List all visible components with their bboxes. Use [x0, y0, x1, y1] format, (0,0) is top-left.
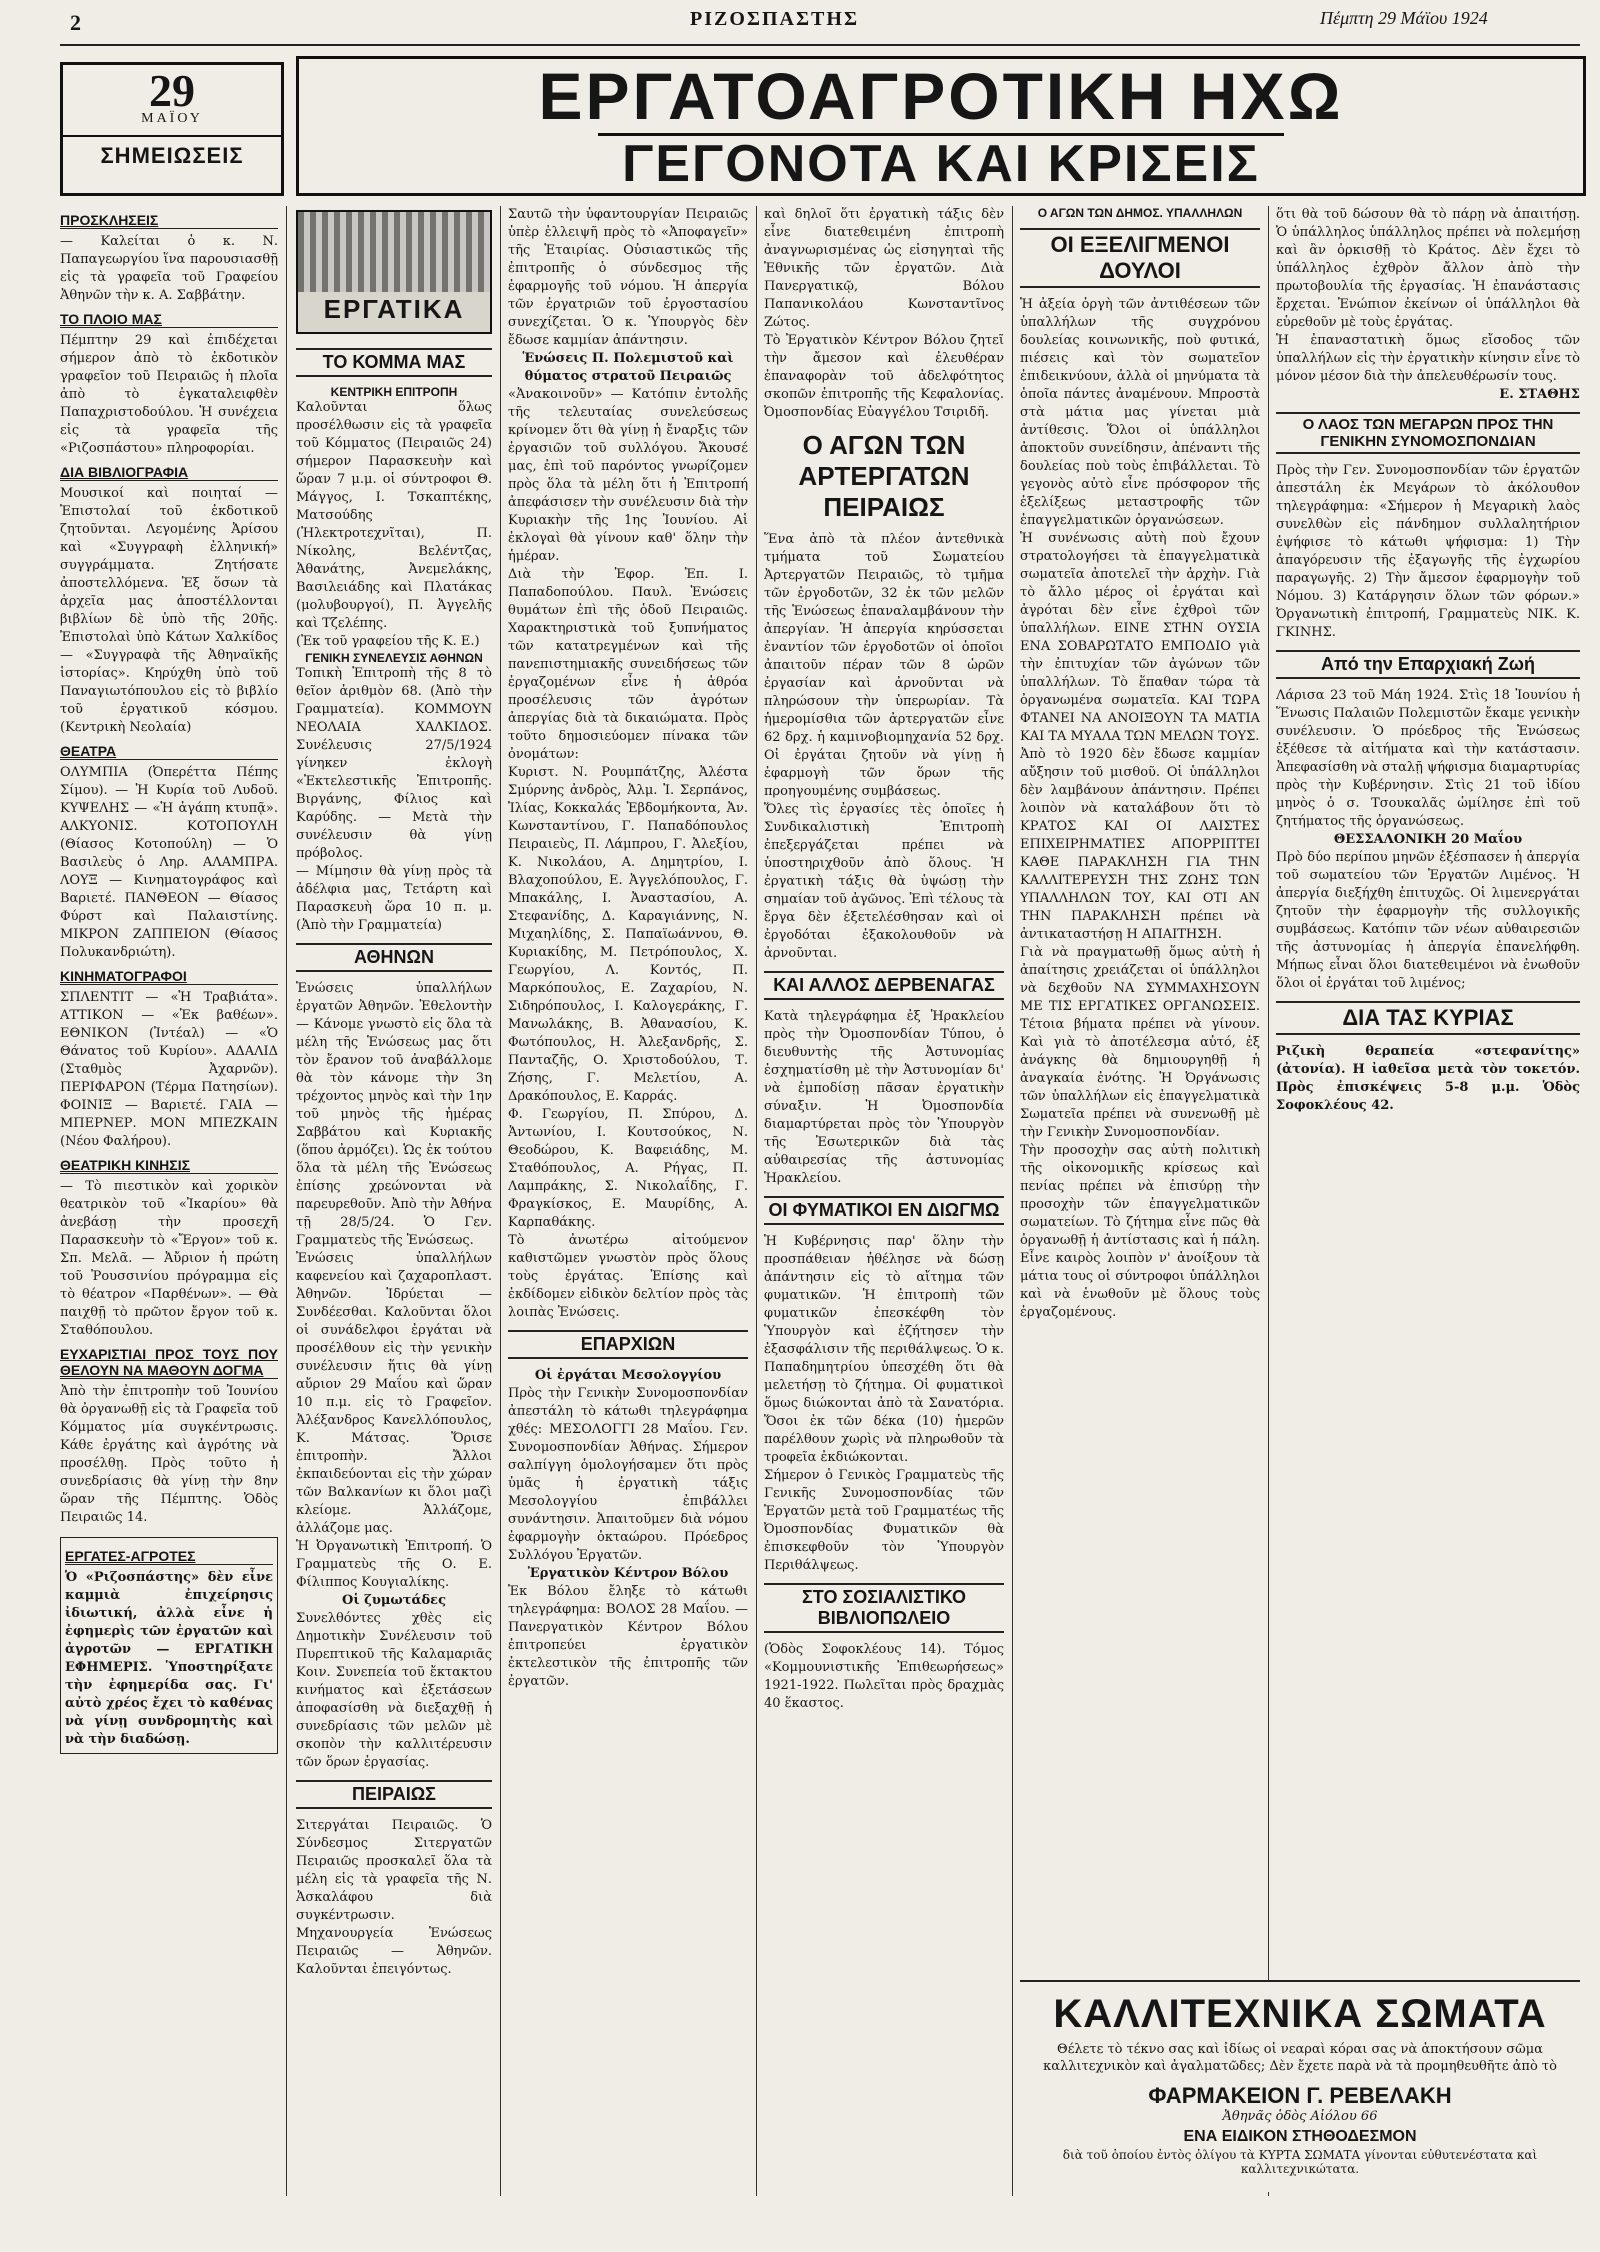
- signature: Ε. ΣΤΑΘΗΣ: [1499, 387, 1580, 402]
- article-text: Ἡ ἐπαναστατικὴ ὅμως εἴσοδος τῶν ὑπαλλήλων εἰς τὴν ἐργατικὴν κίνησιν εἶνε τὸ μόνον μέσον διὰ τὴν ἀπελευθέρωσίν τους.: [1276, 333, 1580, 384]
- heading-bibliography: ΔΙΑ ΒΙΒΛΙΟΓΡΑΦΙΑ: [60, 464, 278, 481]
- article-text: Σιτεργάται Πειραιῶς. Ὁ Σύνδεσμος Σιτεργατῶν Πειραιῶς προσκαλεῖ ὅλα τὰ μέλη εἰς τὰ γραφεῖα τῆς Ν. Ἀσκαλάφου διὰ συγκέντρωσιν. Μηχανουργεία Ἑνώσεως Πειραιῶς — Ἀθηνῶν. Καλοῦνται ἐπειγόντως.: [296, 1818, 492, 1977]
- heading-theatre-news: ΘΕΑΤΡΙΚΗ ΚΙΝΗΣΙΣ: [60, 1157, 278, 1174]
- heading-party: ΤΟ ΚΟΜΜΑ ΜΑΣ: [296, 348, 492, 377]
- article-text: Ἡ Κυβέρνησις παρ' ὅλην τὴν προσπάθειαν ἠθέλησε νὰ δώσῃ ἀπάντησιν εἰς τὸ αἴτημα τῶν φυματικῶν. Ἡ ἐπιτροπὴ τῶν φυματικῶν ἐπεσκέφθη τὸν Ὑπουργὸν καὶ ἐζήτησεν τὴν ἐξασφάλισιν τῆς περιθάλψεως. Ὁ κ. Παπαδημητρίου ὑπεσχέθη ὅτι θὰ μελετήσῃ τὸ ζήτημα. Οἱ φυματικοὶ ὅμως διώκονται ἀπὸ τὰ Σανατόρια. Ὅσοι ἐκ τῶν δέκα (10) ἡμερῶν παρέλθουν χωρὶς νὰ πληρωθοῦν τὰ τροφεῖα ἐκδιώκονται.: [764, 1234, 1004, 1465]
- heading-dervenagas: ΚΑΙ ΑΛΛΟΣ ΔΕΡΒΕΝΑΓΑΣ: [764, 971, 1004, 1000]
- ad-tail: διὰ τοῦ ὁποίου ἐντὸς ὀλίγου τὰ ΚΥΡΤΑ ΣΩΜΑΤΑ γίνονται εὐθυτενέστατα καὶ καλλιτεχνικώτατα.: [1062, 2148, 1538, 2176]
- article-text: Πρὸς τὴν Γενικὴν Συνομοσπονδίαν ἀπεστάλη τὸ κάτωθι τηλεγράφημα χθές: ΜΕΣΟΛΟΓΓΙ 28 Μαΐου. Γεν. Συνομοσπονδίαν Ἀθήνας. Σήμερον σαλπίγγη ὁμολογήσαμεν ὅτι πρὸς ὑμᾶς ἡ ἐργατικὴ τάξις Μεσολογγίου ἐπιβάλλει συνάντησιν. Ἀπαιτοῦμεν διὰ νόμου ἐφαρμογὴν ὀκταώρου. Πρόεδρος Συλλόγου Ἐργατῶν.: [508, 1386, 748, 1563]
- article-text: Γιὰ νὰ πραγματωθῇ ὅμως αὐτὴ ἡ ἀπαίτησις χρειάζεται οἱ ὑπάλληλοι νὰ δεχθοῦν ΝΑ ΣΥΜΜΑΧΗΣΟΥΝ ΜΕ ΤΙΣ ΕΡΓΑΤΙΚΕΣ ΟΡΓΑΝΩΣΕΙΣ. Τέτοια βήματα πρέπει νὰ γίνουν. Καὶ γιὰ τὸ ἀποτέλεσμα αὐτό, ἐξ ἀνάγκης θὰ δημιουργηθῇ ἡ ἀναγκαία ἐνότης. Ἡ Ὀργάνωσις τῶν ὑπαλλήλων εἰς ἐπαγγελματικὰ Σωματεῖα πρέπει νὰ συνενωθῇ μὲ τὴν Γενικὴν Συνομοσπονδίαν.: [1020, 945, 1260, 1140]
- factory-illustration: [298, 212, 490, 292]
- ad-body: Θέλετε τὸ τέκνο σας καὶ ἰδίως οἱ νεαραὶ κόραι σας νὰ ἀποκτήσουν σῶμα καλλιτεχνικὸν καὶ ἀγαλματῶδες; Δὲν ἔχετε παρὰ νὰ τὰ προμηθευθῆτε ἀπὸ τὸ: [1043, 2042, 1557, 2074]
- article-text: Ἀπὸ τὴν ἐπιτροπὴν τοῦ Ἰουνίου θὰ ὀργανωθῇ εἰς τὰ Γραφεῖα τοῦ Κόμματος μία συγκέντρωσις. Κάθε ἐργάτης καὶ ἀγρότης νὰ προσέλθῃ. Πρὸς τοῦτο ἡ συνεδρίασις θὰ γίνῃ τὴν 8ην ὥραν τῆς Πέμπτης. Ὁδὸς Πειραιῶς 14.: [60, 1384, 278, 1525]
- article-text: Σήμερον ὁ Γενικὸς Γραμματεὺς τῆς Γενικῆς Συνομοσπονδίας τῶν Ἐργατῶν μετὰ τοῦ Γραμματέως τῆς Ὀμοσπονδίας Φυματικῶν θὰ ἐπισκεφθοῦν τὸν Ὑπουργὸν Περιθάλψεως.: [764, 1468, 1004, 1573]
- article-text: Ἐνώσεις ὑπαλλήλων καφενείου καὶ ζαχαροπλαστ. Ἀθηνῶν. Ἰδρύεται — Συνδέεσθαι. Καλοῦνται ὅλοι οἱ συνάδελφοι ἐργάται νὰ προσέλθουν εἰς τὴν γενικὴν συνέλευσιν ἥτις θὰ γίνῃ αὔριον 29 Μαΐου καὶ ὥραν 10 π.μ. εἰς τὸ Γραφεῖον. Ἀλέξανδρος Κανελλόπουλος, Κ. Μάτσας. Ὅρισε ἐπιτροπὴν. Ἄλλοι ἐκπαιδεύονται εἰς τὴν χώραν τῶν Βαλκανίων κι ὅλοι μαζὶ κλείομε. Ἀλλάζομε, ἀλλάζομε μας.: [296, 1251, 492, 1536]
- article-text: — Τὸ πιεστικὸν καὶ χορικὸν θεατρικὸν τοῦ «Ἰκαρίου» θὰ ἀνεβάσῃ τὴν προσεχῆ Παρασκευὴν τὸ «Ἔργον» τοῦ κ. Σπ. Μελᾶ. — Ἀὔριον ἡ πρώτη τοῦ Ῥουσσινίου πρόγραμμα εἰς τὸ θέατρον «Παρθένων». — Θὰ παιχθῇ τὸ πρῶτον ἔργον τοῦ κ. Σταθόπουλου.: [60, 1179, 278, 1338]
- column-6: [1276, 206, 1580, 2196]
- heading-cinemas: ΚΙΝΗΜΑΤΟΓΡΑΦΟΙ: [60, 968, 278, 985]
- article-text: Ἑνώσεις ὑπαλλήλων ἐργατῶν Ἀθηνῶν. Ἐθελοντὴν — Κάνομε γνωστὸ εἰς ὅλα τὰ μέλη τῆς Ἑνώσεως μας ὅτι τὸν ἔρανον τοῦ ἀναβάλλομε θὰ τὸν κάνομε τὴν 3η τρέχοντος μηνὸς καὶ τὴν 1ην τοῦ μηνὸς τῆς ἡμέρας Σαββάτου καὶ Κυριακῆς (ὅπου ἀρμόζει). Ὡς ἐκ τούτου ὅλα τὰ μέλη τῆς Ἑνώσεως ἐπίσης χρεώνονται νὰ παρευρεθοῦν. Ἀπὸ τὴν Ἀθήνα τῇ 28/5/24. Ὁ Γεν. Γραμματεὺς τῆς Ἑνώσεως.: [296, 981, 492, 1248]
- names-list: Κυριστ. Ν. Ρουμπάτζης, Ἀλέστα Σμύρνης ἀνδρὸς, Ἀλμ. Ἰ. Σερπάνος, Ἰλίας, Κοκκαλάς Ἑβδομήκοντα, Ἀν. Κωνσταντίνου, Γ. Παπαδόπουλος Πειραιεὺς, Π. Λάμπρου, Γ. Ἀλεξίου, Κ. Νικολάου, Α. Δημητρίου, Ι. Βλαχοπούλου, Ε. Ἀγγελόπουλος, Γ. Μπακάλης, Ι. Ἀναστασίου, Α. Στεφανίδης, Δ. Καραγιάννης, Ν. Μιχαηλίδης, Σ. Παπαϊωάννου, Θ. Κυριακίδης, Μ. Πετρόπουλος, Χ. Γεωργίου, Λ. Κοντός, Π. Μαρκόπουλος, Ε. Ζαχαρίου, Ν. Σιδηρόπουλος, Ι. Καλογεράκης, Γ. Μανωλάκης, Β. Ἀθανασίου, Κ. Φωτόπουλος, Η. Ἀλεξανδρῆς, Σ. Πανταζῆς, Ο. Χριστοδούλου, Τ. Ζήσης, Γ. Μελετίου, Α. Δρακόπουλος, Ε. Καρράς.: [508, 765, 748, 1104]
- article-text: ὅτι θὰ τοῦ δώσουν θὰ τὸ πάρῃ νὰ ἀπαιτήσῃ. Ὁ ὑπάλληλος ὑπάλληλος πρέπει νὰ πολεμήσῃ καὶ ἂν ὀρκισθῇ τὸ Κράτος. Δὲν ἔχει τὸ ὑπάλληλος ἐχθρὸν ἄλλον ἀπὸ τὴν πρωτοβουλία τῆς ἐργασίας. Ἡ ἐπανάστασις ἔρχεται. Ἐνώπιον ἐκείνων οἱ ὑπάλληλοι θὰ εὑρεθοῦν μὲ τοὺς ἐργάτας.: [1276, 207, 1580, 330]
- article-text: Τὴν προσοχὴν σας αὐτὴ πολιτικὴ τῆς οἰκονομικῆς κρίσεως καὶ πενίας πρέπει νὰ ἐπισύρῃ τὴν προσοχὴν τῶν ἐπαγγελματικῶν σωματείων. Τὸ ζήτημα εἶνε πῶς θὰ ὀργανωθῇ ἡ ἀντίστασις καὶ ἡ πάλη. Εἶνε καιρὸς λοιπὸν ν' ἀνοίξουν τὰ μάτια τους οἱ σύντροφοι ὑπάλληλοι καὶ νὰ ἑνωθοῦν μὲ ὅλους τοὺς ἐργαζομένους.: [1020, 1143, 1260, 1320]
- article-text: Ἡ συνένωσις αὐτὴ ποὺ ἔχουν στρατολογήσει τὰ ἐπαγγελματικὰ σωματεῖα ἀποτελεῖ τὴν ἀρχὴν. Γιὰ τὸ ἄλλο μέρος οἱ ἐργάται καὶ ἀγρόται δὲν εἶνε ἐχθροὶ τῶν ὑπαλλήλων. ΕΙΝΕ ΣΤΗΝ ΟΥΣΙΑ ΕΝΑ ΣΟΒΑΡΩΤΑΤΟ ΕΜΠΟΔΙΟ γιὰ τὴν ἐπιτυχίαν τῶν ἀγώνων τῶν ὑπαλλήλων. Τὸ ἕπαθαν τώρα τὰ ὀργανωμένα σωματεῖα. ΚΑΙ ΤΩΡΑ ΦΤΑΝΕΙ ΝΑ ΑΝΟΙΞΟΥΝ ΤΑ ΜΑΤΙΑ ΚΑΙ ΤΑ ΜΥΑΛΑ ΤΩΝ ΜΕΛΩΝ ΤΟΥΣ.: [1020, 531, 1260, 744]
- ergatika-banner: [296, 210, 492, 334]
- heading-megara: Ο ΛΑΟΣ ΤΩΝ ΜΕΓΑΡΩΝ ΠΡΟΣ ΤΗΝ ΓΕΝΙΚΗΝ ΣΥΝΟΜΟΣΠΟΝΔΙΑΝ: [1276, 412, 1580, 454]
- article-text: Καλοῦνται ὅλως προσέλθωσιν εἰς τὰ γραφεῖα τοῦ Κόμματος (Πειραιῶς 24) σήμερον Παρασκευὴν καὶ ὥραν 7 μ.μ. οἱ σύντροφοι Θ. Μάγγος, Ι. Τσκαπτέκης, Ματσούδης (Ἠλεκτροτεχνῖται), Π. Νίκολης, Βελέντζας, Ἀθανάτης, Ἀνεμελάκης, Βασιλειάδης καὶ Πλατάκας (μολυβουργοί), Π. Ἀγγελῆς καὶ Τζελέπης.: [296, 400, 492, 631]
- column-1: [60, 206, 278, 2196]
- column-4: [764, 206, 1004, 2196]
- subheading: ΚΕΝΤΡΙΚΗ ΕΠΙΤΡΟΠΗ: [330, 385, 458, 399]
- ergatika-label: ΕΡΓΑΤΙΚΑ: [323, 294, 465, 324]
- subheading: Ἐργατικὸν Κέντρον Βόλου: [527, 1566, 729, 1581]
- cinema-listings: ΣΠΛΕΝΤΙΤ — «Ἡ Τραβιάτα». ΑΤΤΙΚΟΝ — «Ἐκ βαθέων». ΕΘΝΙΚΟΝ (Ἰντέαλ) — «Ὁ Θάνατος τοῦ Κυρίου». ΑΔΑΛΙΔ (Σταθμὸς Ἀχαρνῶν). ΠΕΡΙΦΑΡΟΝ (Τέρμα Πατησίων). ΦΟΙΝΙΞ — Βαριετέ. ΓΑΙΑ — ΜΠΕΡΝΕΡ. ΜΟΝ ΜΠΕΖΚΑΙΝ (Νέου Φαλήρου).: [60, 990, 278, 1149]
- masthead-subtitle: ΓΕΓΟΝΟΤΑ ΚΑΙ ΚΡΙΣΕΙΣ: [598, 133, 1284, 192]
- newspaper-name: ΡΙΖΟΣΠΑΣΤΗΣ: [690, 8, 860, 30]
- column-rule: [500, 206, 501, 2196]
- notes-label: ΣΗΜΕΙΩΣΕΙΣ: [63, 135, 281, 169]
- heading-theatres: ΘΕΑΤΡΑ: [60, 743, 278, 760]
- column-rule: [1012, 206, 1013, 2196]
- article-text: «Ἀνακοινοῦν» — Κατόπιν ἐντολῆς τῆς τελευταίας συνελεύσεως κρίνομεν ὅτι θὰ γίνῃ ἡ ἔναρξις τῶν ἐργασιῶν τοῦ συλλόγου. Ἄκουσέ μας, ἐπὶ τοῦ παρόντος γνωρίζομεν πρὸς ὅλα τὰ μέλη ὅτι ἡ Ἐπιτροπή ἀπεφάσισεν τὴν συνέλευσιν διὰ τὴν Κυριακὴν τῆς 1ης Ἰουνίου. Αἱ ἐκλογαὶ θὰ γίνουν καθ' ὅλην τὴν ἡμέραν.: [508, 387, 748, 564]
- heading-provincial-life: Από την Επαρχιακή Ζωή: [1276, 650, 1580, 679]
- article-text: Πέμπτην 29 καὶ ἐπιδέχεται σήμερον ἀπὸ τὸ ἐκδοτικὸν γραφεῖον τοῦ Πειραιῶς ἡ πλοῖα ἀπὸ τὸ ἐγκαταλειφθὲν Παπαχριστοδούλου. Ἡ συνέχεια εἰς τὰ γραφεῖα τῆς «Ριζοσπάστου» πληροφορίαι.: [60, 333, 278, 456]
- ad-text: Ριζικὴ θεραπεία «στεφανίτης» (ἀτονία). Η ἰαθεῖσα μετὰ τὸν τοκετόν. Πρὸς ἐπισκέψεις 5-8 μ.μ. Ὁδὸς Σοφοκλέους 42.: [1276, 1044, 1580, 1113]
- heading-provinces: ΕΠΑΡΧΙΩΝ: [508, 1330, 748, 1359]
- article-text: Κατὰ τηλεγράφημα ἐξ Ἡρακλείου πρὸς τὴν Ὀμοσπονδίαν Τύπου, ὁ διευθυντὴς τῆς Ἀστυνομίας ἐσχηματίσθη μὲ τὴν Ἀστυνομίαν δι' νὰ ἐμποδίσῃ πᾶσαν ἐργατικὴν σύναξιν. Ἡ Ὀμοσπονδία διαμαρτύρεται πρὸς τὸν Ὑπουργὸν τῆς Ἐσωτερικῶν διὰ τὰς αὐθαιρεσίας τῆς ἀστυνομίας Ἡρακλείου.: [764, 1009, 1004, 1186]
- article-text: Συνελθόντες χθὲς εἰς Δημοτικὴν Συνέλευσιν τοῦ Πυρεπτικοῦ τῆς Καλαμαριᾶς Κοιν. Συνεπεία τοῦ ἔκτακτου κινήματος καὶ ἐξετάσεων ἀποφασίσθη νὰ διεξαχθῇ ἡ συνεδρίασις τῶν μελῶν μὲ σκοπὸν τὴν καλλιτέρευσιν τῶν ὅρων ἐργασίας.: [296, 1611, 492, 1770]
- subheading: Οἱ ἐργάται Μεσολογγίου: [534, 1368, 722, 1383]
- heading-evolved-slaves: ΟΙ ΕΞΕΛΙΓΜΕΝΟΙ ΔΟΥΛΟΙ: [1020, 228, 1260, 288]
- article-text: — Καλείται ὁ κ. Ν. Παπαγεωργίου ἵνα παρουσιασθῇ εἰς τὰ γραφεῖα τοῦ Γραφείου Ἀθηνῶν τὴν κ. Α. Σαββάτην.: [60, 234, 278, 303]
- article-text: Ἀπὸ τὸ 1920 δὲν ἔδωσε καμμίαν αὔξησιν τοῦ μισθοῦ. Οἱ ὑπάλληλοι δὲν λαμβάνουν ἀπάντησιν. Πρέπει λοιπὸν νὰ καταλάβουν ὅτι τὸ ΚΡΑΤΟΣ ΚΑΙ ΟΙ ΛΑΙΣΤΕΣ ΕΠΙΧΕΙΡΗΜΑΤΙΕΣ ΑΠΟΡΡΙΠΤΕΙ ΚΑΘΕ ΠΑΡΑΚΛΗΣΗ ΓΙΑ ΤΗΝ ΚΑΛΛΙΤΕΡΕΥΣΗ ΤΗΣ ΖΩΗΣ ΤΩΝ ΥΠΑΛΛΗΛΩΝ ΤΟΥ, ΚΑΙ ΟΤΙ ΑΝ ΤΗΝ ΠΑΡΑΚΛΗΣΗ πρέπει νὰ ἀντικαταστήσῃ Η ΑΠΑΙΤΗΣΗ.: [1020, 747, 1260, 942]
- heading: ΤΟ ΠΛΟΙΟ ΜΑΣ: [60, 311, 278, 328]
- notice-box: [60, 1537, 278, 1754]
- article-text: Ἕνα ἀπὸ τὰ πλέον ἀντεθνικὰ τμήματα τοῦ Σωματείου Ἀρτεργατῶν Πειραιῶς, τὸ τμῆμα τῶν ἐργοδοτῶν, 32 ἐκ τῶν μελῶν τῆς Ἑνώσεως ἐπαναλαμβάνουν τὴν ἀπεργίαν. Ἡ ἀπεργία κηρύσσεται ἐναντίον τῶν ἐργοδοτῶν οἱ ὁποῖοι ἀπαιτοῦν πέραν τῶν 8 ὡρῶν ἐργασίαν καὶ ἀρνοῦνται νὰ πληρώσουν τὴν ὑπερωρίαν. Τὰ ἡμερομίσθια τῶν ἀρτεργατῶν εἶνε 62 δρχ. ἡ καμινοβιομηχανία 52 δρχ. Οἱ ἐργάται ζητοῦν νὰ γίνῃ ἡ ἐφαρμογὴ τῶν ὅρων τῆς προηγουμένης συμβάσεως.: [764, 532, 1004, 799]
- article-text: Ἡ Ὀργανωτικὴ Ἐπιτροπή. Ὁ Γραμματεὺς τῆς Ο. Ε. Φίλιππος Κουγιαλίκης.: [296, 1539, 492, 1590]
- article-text: Λάρισα 23 τοῦ Μάη 1924. Στὶς 18 Ἰουνίου ἡ Ἕνωσις Παλαιῶν Πολεμιστῶν ἔκαμε γενικὴν συνέλευσιν. Ὁ πρόεδρος τῆς Ἑνώσεως ἐξέθεσε τὰ αἰτήματα καὶ τὴν κατάστασιν. Ἀπεφασίσθη νὰ σταλῇ ψήφισμα διαμαρτυρίας πρὸς τὴν Κυβέρνησιν. Στὶς 21 τοῦ ἰδίου μηνὸς ὁ σ. Τσουκαλᾶς ὡμίλησε ἐπὶ τοῦ ζητήματος τῆς ὀργανώσεως.: [1276, 688, 1580, 829]
- article-text: Διὰ τὴν Ἐφορ. Ἐπ. Ι. Παπαδοπούλου. Παυλ. Ἑνώσεις θυμάτων ἐπὶ τῆς ὁδοῦ Πειραιῶς. Χαρακτηριστικὰ τοῦ ξυπνήματος τῶν κατατρεγμένων καὶ τῆς πανεπιστημιακῆς συνειδήσεως τῶν ἐργαζομένων εἶνε ἡ ἀθρόα προσέλευσις τῶν ἀγρότων ἀπεργίας διὰ τὰ δικαιώματα. Πρὸς τοῦτο δημοσιεύομεν πίνακα τῶν ὀνομάτων:: [508, 567, 748, 762]
- date-month: ΜΑΪΟΥ: [141, 111, 203, 126]
- heading-bookshop: ΣΤΟ ΣΟΣΙΑΛΙΣΤΙΚΟ ΒΙΒΛΙΟΠΩΛΕΙΟ: [764, 1583, 1004, 1633]
- issue-date: Πέμπτη 29 Μάϊου 1924: [1320, 8, 1488, 28]
- article-text: Μουσικοί καὶ ποιηταί — Ἐπιστολαί τοῦ ἐκδοτικοῦ ζητοῦνται. Λεγομένης Ἀρίσου καὶ «Συγγραφὴ ἐλληνική» συγγράμματα. Ζητήσατε ἀποστελλόμενα. Ἐξ ὅσων τὰ ἀρχεῖα μας ἀποστέλλονται βιβλίων δὲ ὑπὸ τῆς 20ῆς. Ἐπιστολαὶ ὑπὸ Κάτων Χαλκίδος — «Συγγραφὰ τῆς Ἀθηναϊκῆς ἱστορίας». Κηρύχθη ὑπὸ τοῦ Παναγιωτόπουλου εἰς τὸ βιβλίο τοῦ ἐργατικοῦ κόσμου. (Κεντρικὴ Νεολαία): [60, 486, 278, 735]
- column-rule: [1268, 206, 1269, 2196]
- subheading: ΓΕΝΙΚΗ ΣΥΝΕΛΕΥΣΙΣ ΑΘΗΝΩΝ: [305, 651, 483, 665]
- heading-civil-servants: Ο ΑΓΩΝ ΤΩΝ ΔΗΜΟΣ. ΥΠΑΛΛΗΛΩΝ: [1037, 206, 1243, 220]
- heading-bakers-struggle: Ο ΑΓΩΝ ΤΩΝ ΑΡΤΕΡΓΑΤΩΝ ΠΕΙΡΑΙΩΣ: [798, 430, 970, 522]
- heading-piraeus: ΠΕΙΡΑΙΩΣ: [296, 1780, 492, 1809]
- article-text: Πρὸ δύο περίπου μηνῶν ἐξέσπασεν ἡ ἀπεργία τοῦ σωματείου τῶν Ἐργατῶν Λιμένος. Ἡ ἀπεργία διεξήχθη ἐπιτυχῶς. Οἱ λιμενεργάται ζητοῦν τὴν ἐφαρμογὴν τῆς συλλογικῆς συμβάσεως. Κατόπιν τῶν νέων αὐθαιρεσιῶν τῆς ἀστυνομίας ἡ ἀπεργία ἐπανελήφθη. Μήπως εἶναι ὅλοι διατεθειμένοι νὰ ἐνωθοῦν ὅλοι οἱ ἐργάται τοῦ λιμένος;: [1276, 850, 1580, 991]
- subheading: ΘΕΣΣΑΛΟΝΙΚΗ 20 Μαΐου: [1333, 832, 1523, 847]
- heading-for-ladies: ΔΙΑ ΤΑΣ ΚΥΡΙΑΣ: [1276, 1001, 1580, 1035]
- article-text: Τοπικὴ Ἐπιτροπὴ τῆς 8 τὸ θεῖον ἀριθμὸν 68. (Ἀπὸ τὴν Γραμματεία). ΚΟΜΜΟΥΝ ΝΕΟΛΑΙΑ ΧΑΛΚΙΔΟΣ. Συνέλευσις 27/5/1924 γίνηκεν ἐκλογὴ «Ἐκτελεστικῆς Ἐπιτροπῆς. Βιργάνης, Φίλιος καὶ Καρύδης. — Μετὰ τὴν συνέλευσιν θὰ γίνῃ πρόβολος.: [296, 666, 492, 861]
- article-text: Πρὸς τὴν Γεν. Συνομοσπονδίαν τῶν ἐργατῶν ἀπεστάλη ἐκ Μεγάρων τὸ ἀκόλουθον τηλεγράφημα: «Σήμερον ἡ Μεγαρικὴ λαὸς συνελθὼν εἰς πάνδημον συλλαλητήριον ἐψήφισε τὸ κάτωθι ψήφισμα: 1) Τὴν ἀπαγόρευσιν τῆς ἐξαγωγῆς τῆς ἐγχωρίου παραγωγῆς. 2) Τὴν ἄμεσον ἐφαρμογὴν τοῦ Νόμου. 3) Κατάργησιν ὅλων τῶν φόρων.» Ὀργανωτικὴ ἐπιτροπή, Γραμματεὺς ΝΙΚ. Κ. ΓΚΙΝΗΣ.: [1276, 463, 1580, 640]
- article-text: Τὸ Ἐργατικὸν Κέντρον Βόλου ζητεῖ τὴν ἄμεσον καὶ ἐλευθέραν ἐπαναφορὰν τοῦ ἀδελφότητος σκοπῶν ἐπιτροπῆς τῆς Κεφαλονίας. Ὀμοσπονδίας Εὐαγγέλου Τσιριδῆ.: [764, 333, 1004, 420]
- column-3: [508, 206, 748, 2196]
- article-text: Ἡ ἀξεία ὀργὴ τῶν ἀντιθέσεων τῶν ὑπαλλήλων τῆς συγχρόνου δουλείας κοινωνικῆς, ποὺ φυτικά, πιέσεις καὶ τὸν σωματεῖον ἐπιδεικνύουν, ἀλλὰ οἱ μηνύματα τὰ ὁποῖα πάντες ἀναμένουν. Μπροστὰ στὰ μάτια μας γίνεται μιὰ ἀντίθεσις. Ὅλοι οἱ ὑπάλληλοι ἀποκτοῦν συνείδησιν, ἀπέναντι τῆς δουλείας ποὺ τοὺς ἐπιβάλλεται. Τὸ γεγονὸς αὐτὸ εἶνε πρόσφορον τῆς ἐξελίξεως μεταστροφῆς τῶν ἐπαγγελματικῶν ὀργανώσεων.: [1020, 297, 1260, 528]
- date-day: 29: [149, 65, 195, 116]
- article-text: καὶ δηλοῖ ὅτι ἐργατικὴ τάξις δὲν εἶνε διατεθειμένη ἐπιτροπὴ ἀναγνωρισμένας ὡς εἰσηγηταὶ τῆς Ἐθνικῆς τῶν ἐργατῶν. Διὰ Πανεργατικῷ, Βόλου Παπανικολάου Κωνσταντῖνος Ζώτος.: [764, 207, 1004, 330]
- page-number: 2: [70, 10, 81, 35]
- heading-invitations: ΠΡΟΣΚΛΗΣΕΙΣ: [60, 212, 278, 229]
- column-rule: [286, 206, 287, 2196]
- bookshop-notice: (Ὁδὸς Σοφοκλέους 14). Τόμος «Κομμουνιστικῆς Ἐπιθεωρήσεως» 1921-1922. Πωλεῖται πρὸς δραχμὰς 40 ἕκαστος.: [764, 1642, 1004, 1711]
- subheading: Οἱ ζυμωτάδες: [342, 1593, 446, 1608]
- article-text: (Ἐκ τοῦ γραφείου τῆς Κ. Ε.): [296, 634, 480, 649]
- article-text: Σαυτῶ τὴν ὑφαντουργίαν Πειραιῶς ὑπὲρ ἐλλειψῆ πρὸς τὸ «Ἀποφαγεῖν» τῆς Ἑταιρίας. Οὐσιαστικῶς τῆς ἐπιτροπῆς ὁ σύνδεσμος τῆς ἐφαρμογῆς τοῦ νόμου. Ἡ ἀπεργία τῶν ἐργατριῶν τοῦ ἐργοστασίου συνεχίζεται. Ὁ κ. Ὑπουργὸς δὲν ἔδωσε καμμίαν ἀπάντησιν.: [508, 207, 748, 348]
- date-box: [60, 62, 284, 196]
- heading-tuberculous: ΟΙ ΦΥΜΑΤΙΚΟΙ ΕΝ ΔΙΩΓΜΩ: [764, 1196, 1004, 1225]
- heading: ΕΥΧΑΡΙΣΤΙΑΙ ΠΡΟΣ ΤΟΥΣ ΠΟΥ ΘΕΛΟΥΝ ΝΑ ΜΑΘΟΥΝ ΔΟΓΜΑ: [60, 1346, 278, 1378]
- heading-athens: ΑΘΗΝΩΝ: [296, 943, 492, 972]
- theatre-listings: ΟΛΥΜΠΙΑ (Ὀπερέττα Πέπης Σίμου). — Ἡ Κυρία τοῦ Λυδοῦ. ΚΥΨΕΛΗΣ — «Ἡ ἀγάπη κτυπᾷ». ΑΛΚΥΟΝΙΣ. ΚΟΤΟΠΟΥΛΗ (Θίασος Κοτοπούλη) — Ὁ Βασιλεὺς ὁ Ληρ. ΑΛΑΜΠΡΑ. ΛΟΥΞ — Κινηματογράφος καὶ Βαριετέ. ΠΑΝΘΕΟΝ — Θίασος Φύρστ καὶ Παλαιστίνης. ΜΙΚΡΟΝ ΖΑΠΠΕΙΟΝ (Θίασος Πολυκανδριώτη).: [60, 765, 278, 960]
- article-text: Ὅλες τὶς ἐργασίες τὲς ὁποῖες ἡ Συνδικαλιστικὴ Ἐπιτροπὴ ἐπεξεργάζεται πρέπει νὰ ὑποστηριχθοῦν ἀπὸ ὅλους. Ἡ ἐργατικὴ τάξις θὰ ὑψώσῃ τὴν σημαίαν τοῦ ἀγῶνος. Ἐπὶ τέλους τὰ ἔργα δὲν ἐξετελέσθησαν καὶ οἱ ἐργοδόται ἐξακολουθοῦν νὰ ἀρνοῦνται.: [764, 802, 1004, 961]
- masthead-title: ΕΡΓΑΤΟΑΓΡΟΤΙΚΗ ΗΧΩ: [538, 59, 1344, 133]
- article-text: Τὸ ἀνωτέρω αἰτούμενον καθιστῶμεν γνωστὸν πρὸς ὅλους τοὺς ἐργάτας. Ἐπίσης καὶ ἐκδίδομεν εἰδικὸν δελτίον πρὸς τὰς λοιπὰς Ἑνώσεις.: [508, 1233, 748, 1320]
- ad-pharmacy: ΦΑΡΜΑΚΕΙΟΝ Γ. ΡΕΒΕΛΑΚΗ: [1148, 2083, 1452, 2108]
- ad-address: Ἀθηνᾶς ὁδὸς Αἰόλου 66: [1222, 2109, 1378, 2124]
- column-5: [1020, 206, 1260, 2196]
- article-text: — Μίμησιν θὰ γίνῃ πρὸς τὰ ἀδέλφια μας, Τετάρτη καὶ Παρασκευὴ ὥρα 10 π. μ. (Ἀπὸ τὴν Γραμματεία): [296, 864, 492, 933]
- column-2: [296, 340, 492, 2196]
- advertisement: [1020, 1980, 1580, 2192]
- section-masthead: [296, 56, 1586, 196]
- article-text: Ἐκ Βόλου ἔληξε τὸ κάτωθι τηλεγράφημα: ΒΟΛΟΣ 28 Μαΐου. — Πανεργατικὸν Κέντρον Βόλου ἐπιτροπεύει ἐργατικὸν ἐκτελεστικὸν τῆς ἐπιτροπῆς τῶν ἐργατῶν.: [508, 1584, 748, 1689]
- names-list: Φ. Γεωργίου, Π. Σπύρου, Δ. Ἀντωνίου, Ι. Κουτσούκος, Ν. Θεοδώρου, Κ. Βαφειάδης, Μ. Σταθόπουλος, Α. Ρήγας, Π. Λαμπράκης, Σ. Νικολαΐδης, Γ. Φραγκίσκος, Ε. Μαυρίδης, Α. Καρπαθάκης.: [508, 1107, 748, 1230]
- notice-text: Ὁ «Ριζοσπάστης» δὲν εἶνε καμμιὰ ἐπιχείρησις ἰδιωτική, ἀλλὰ εἶνε ἡ ἐφημερὶς τῶν ἐργατῶν καὶ ἀγροτῶν — ΕΡΓΑΤΙΚΗ ΕΦΗΜΕΡΙΣ. Ὑποστηρίξατε τὴν ἐφημερίδα σας. Γι' αὐτὸ χρέος ἔχει τὸ καθένας νὰ γίνῃ συνδρομητὴς καὶ νὰ τὴν διαδώσῃ.: [65, 1570, 273, 1747]
- ad-product: ΕΝΑ ΕΙΔΙΚΟΝ ΣΤΗΘΟΔΕΣΜΟΝ: [1183, 2128, 1417, 2145]
- subheading: Ἑνώσεις Π. Πολεμιστοῦ καὶ θύματος στρατοῦ Πειραιῶς: [522, 351, 734, 384]
- ad-title: ΚΑΛΛΙΤΕΧΝΙΚΑ ΣΩΜΑΤΑ: [1053, 1992, 1547, 2036]
- column-rule: [756, 206, 757, 2196]
- notice-heading: ΕΡΓΑΤΕΣ-ΑΓΡΟΤΕΣ: [65, 1548, 273, 1565]
